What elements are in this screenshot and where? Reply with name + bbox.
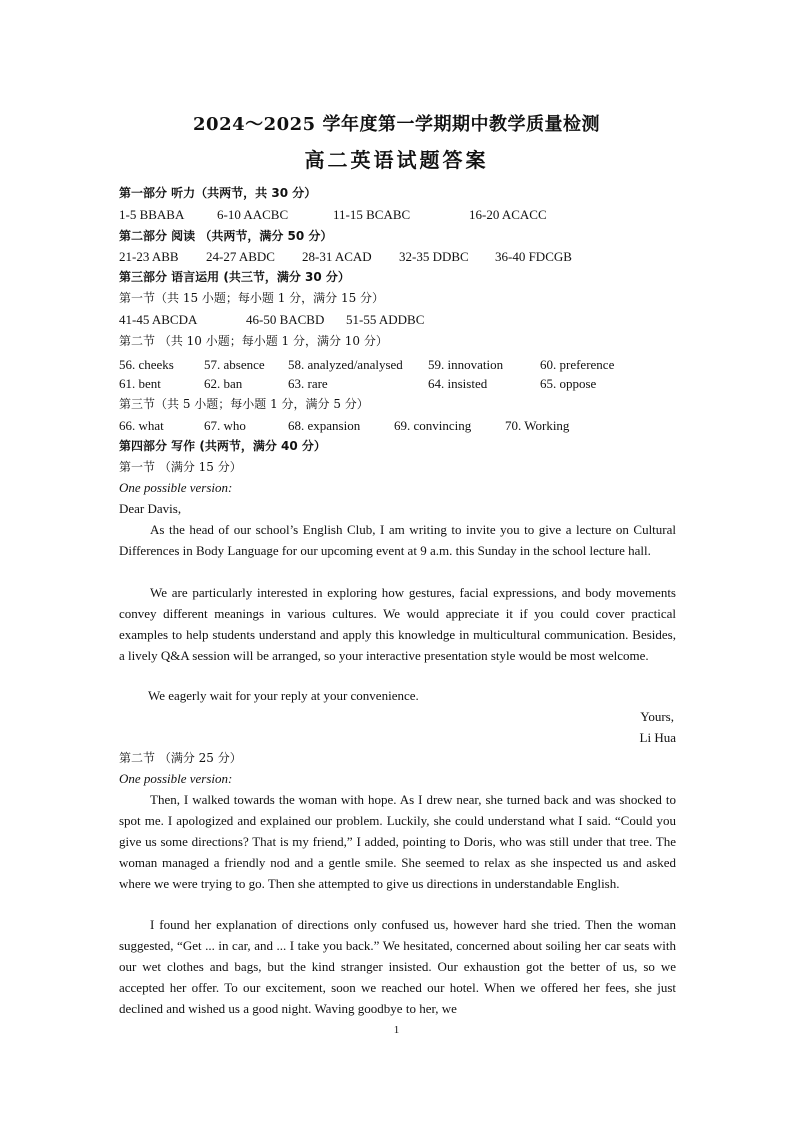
- part3-section3-heading: 第三节（共 5 小题；每小题 1 分，满分 5 分）: [119, 397, 369, 411]
- answer-group: 36-40 FDCGB: [495, 249, 572, 264]
- answer-item: 70. Working: [505, 418, 570, 433]
- answer-group: 41-45 ABCDA: [119, 312, 198, 327]
- answer-group: 32-35 DDBC: [399, 249, 469, 264]
- answer-group: 51-55 ADDBC: [346, 312, 425, 327]
- part1-heading: 第一部分 听力（共两节，共 30 分）: [119, 186, 317, 200]
- answer-group: 1-5 BBABA: [119, 207, 185, 222]
- page-title: 2024～2025 学年度第一学期期中教学质量检测: [193, 114, 600, 135]
- answer-item: 62. ban: [204, 376, 243, 391]
- version-label: One possible version:: [119, 480, 233, 495]
- letter-closing: Yours,: [640, 709, 674, 724]
- answer-item: 61. bent: [119, 376, 161, 391]
- answer-group: 16-20 ACACC: [469, 207, 547, 222]
- answer-item: 69. convincing: [394, 418, 472, 433]
- answer-item: 65. oppose: [540, 376, 597, 391]
- answer-item: 68. expansion: [288, 418, 361, 433]
- letter-paragraph: We eagerly wait for your reply at your convenience.: [148, 688, 419, 703]
- answer-group: 21-23 ABB: [119, 249, 179, 264]
- page-number: 1: [393, 1024, 400, 1036]
- part3-section2-heading: 第二节 （共 10 小题；每小题 1 分，满分 10 分）: [119, 334, 388, 348]
- part4-section1-heading: 第一节 （满分 15 分）: [119, 460, 242, 474]
- answer-item: 60. preference: [540, 357, 615, 372]
- answer-group: 6-10 AACBC: [217, 207, 289, 222]
- letter-paragraph: We are particularly interested in exploring how gestures, facial expressions, and body movements convey different meanings in various cultures. We would appreciate it if you could cover practical examples to help students understand and apply this knowledge in multicultural communication. Besides, a lively Q&A session will be arranged, so your interactive presentation style would be most welcome.: [119, 585, 676, 663]
- answer-item: 66. what: [119, 418, 164, 433]
- story-paragraph: I found her explanation of directions only confused us, however hard she tried. Then the woman suggested, “Get ... in car, and ... I take you back.” We hesitated, concerned about soiling her car seats with our wet clothes and bags, but the kind stranger insisted. Our exhaustion got the better of us, so we accepted her offer. To our excitement, soon we reached our hotel. When we offered her fees, she just declined and wished us a good night. Waving goodbye to her, we: [119, 917, 676, 1016]
- part2-heading: 第二部分 阅读 （共两节，满分 50 分）: [119, 229, 333, 243]
- story-paragraph: Then, I walked towards the woman with hope. As I drew near, she turned back and was shocked to spot me. I apologized and explained our problem. Luckily, she could understand what I said. “Could you give us some directions? That is my friend,” I added, pointing to Doris, who was still under that tree. The woman managed a friendly nod and a gentle smile. She seemed to relax as she inspected us and asked where we were trying to go. Then she attempted to give us directions in understandable English.: [119, 792, 676, 891]
- version-label: One possible version:: [119, 771, 233, 786]
- answer-item: 67. who: [204, 418, 246, 433]
- answer-item: 59. innovation: [428, 357, 504, 372]
- answer-item: 57. absence: [204, 357, 265, 372]
- part3-section1-heading: 第一节（共 15 小题；每小题 1 分，满分 15 分）: [119, 291, 385, 305]
- answer-item: 56. cheeks: [119, 357, 174, 372]
- answer-group: 11-15 BCABC: [333, 207, 411, 222]
- answer-item: 63. rare: [288, 376, 328, 391]
- answer-item: 58. analyzed/analysed: [288, 357, 403, 372]
- part4-section2-heading: 第二节 （满分 25 分）: [119, 751, 242, 765]
- part4-heading: 第四部分 写作 (共两节，满分 40 分）: [119, 439, 326, 453]
- answer-group: 28-31 ACAD: [302, 249, 372, 264]
- part3-heading: 第三部分 语言运用 (共三节，满分 30 分）: [119, 270, 350, 284]
- page-subtitle: 高二英语试题答案: [304, 148, 489, 172]
- letter-signature: Li Hua: [639, 730, 676, 745]
- answer-group: 24-27 ABDC: [206, 249, 275, 264]
- answer-item: 64. insisted: [428, 376, 488, 391]
- letter-paragraph: As the head of our school’s English Club, I am writing to invite you to give a lecture on Cultural Differences in Body Language for our upcoming event at 9 a.m. this Sunday in the school lecture hall.: [119, 522, 676, 558]
- letter-greeting: Dear Davis,: [119, 501, 182, 516]
- answer-group: 46-50 BACBD: [246, 312, 325, 327]
